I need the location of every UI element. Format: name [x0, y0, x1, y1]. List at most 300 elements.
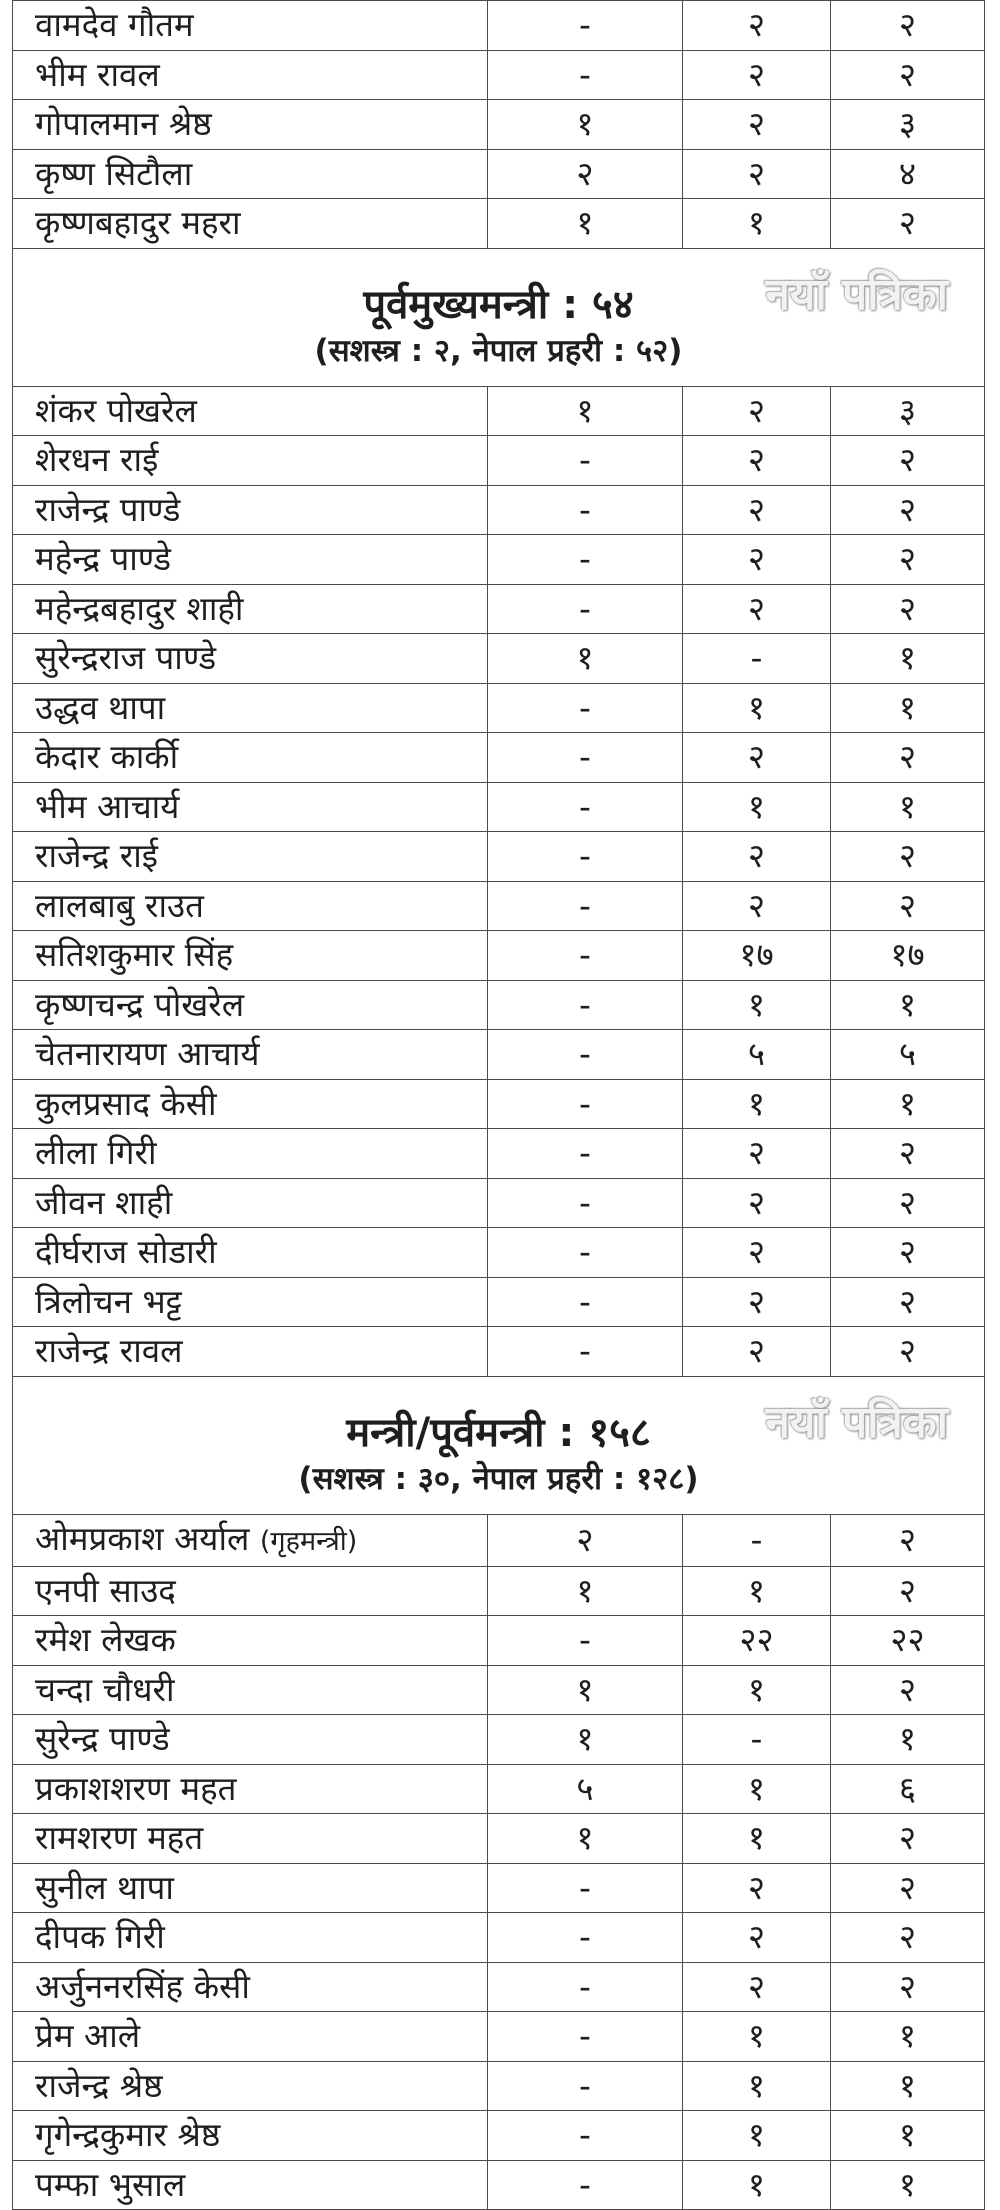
person-name: लालबाबु राउत: [35, 885, 204, 925]
count-cell-armed: [488, 931, 683, 981]
count-value: १: [576, 390, 594, 430]
count-cell-total: [831, 1913, 985, 1963]
table-row: [13, 1566, 985, 1616]
count-value: -: [579, 1867, 591, 1907]
count-cell-total: [831, 881, 985, 931]
table-row: [13, 634, 985, 684]
count-value: २: [747, 1281, 766, 1321]
count-cell-total: [831, 1665, 985, 1715]
person-name-cell: [13, 881, 488, 931]
count-cell-police: [683, 881, 831, 931]
count-value: -: [750, 1719, 763, 1759]
count-cell-police: [683, 1913, 831, 1963]
person-name-cell: [13, 2061, 488, 2111]
count-cell-armed: [488, 1, 683, 51]
person-name: प्रकाशशरण महत: [35, 1768, 237, 1808]
count-cell-police: [683, 100, 831, 150]
person-name-cell: [13, 980, 488, 1030]
count-value: -: [579, 687, 591, 727]
count-cell-armed: [488, 832, 683, 882]
count-value: २: [747, 1182, 766, 1222]
count-cell-armed: [488, 2111, 683, 2161]
count-cell-total: [831, 733, 985, 783]
count-cell-total: [831, 1814, 985, 1864]
count-cell-total: [831, 1030, 985, 1080]
count-value: २: [576, 1520, 594, 1559]
count-value: १: [747, 2164, 766, 2204]
count-cell-police: [683, 1, 831, 51]
person-name-cell: [13, 584, 488, 634]
count-cell-police: [683, 832, 831, 882]
count-cell-police: [683, 1228, 831, 1278]
person-name: कुलप्रसाद केसी: [35, 1083, 217, 1123]
count-cell-police: [683, 1514, 831, 1566]
count-value: २: [898, 1133, 917, 1173]
count-cell-armed: [488, 1814, 683, 1864]
count-value: २: [747, 1133, 766, 1173]
person-name-cell: [13, 1764, 488, 1814]
count-cell-police: [683, 386, 831, 436]
person-name: भीम रावल: [35, 54, 160, 94]
count-cell-police: [683, 2160, 831, 2210]
person-name-cell: [13, 782, 488, 832]
count-cell-armed: [488, 1715, 683, 1765]
count-value: -: [579, 1232, 591, 1272]
count-value: १: [576, 638, 594, 678]
count-cell-armed: [488, 386, 683, 436]
person-name: ओमप्रकाश अर्याल: [35, 1518, 250, 1558]
count-value: १: [747, 1083, 766, 1123]
count-value: २: [747, 440, 766, 480]
count-value: ३: [898, 390, 917, 430]
person-name-cell: [13, 1178, 488, 1228]
count-value: २: [747, 489, 766, 529]
person-name: सुरेन्द्रराज पाण्डे: [35, 638, 217, 678]
count-value: ३: [898, 104, 917, 144]
table-row: [13, 1814, 985, 1864]
person-name: जीवन शाही: [35, 1182, 173, 1222]
count-value: १: [898, 1719, 917, 1759]
count-value: २: [898, 440, 917, 480]
count-value: -: [579, 737, 591, 777]
count-cell-police: [683, 733, 831, 783]
count-cell-police: [683, 1327, 831, 1377]
count-value: -: [579, 1182, 591, 1222]
count-cell-armed: [488, 634, 683, 684]
count-value: २: [898, 1966, 917, 2006]
person-name-cell: [13, 199, 488, 249]
count-cell-police: [683, 535, 831, 585]
count-cell-total: [831, 2160, 985, 2210]
person-name-cell: [13, 2111, 488, 2161]
count-value: १: [747, 1570, 766, 1610]
count-value: १: [747, 2016, 766, 2056]
count-value: -: [579, 1281, 591, 1321]
section-title: मन्त्री/पूर्वमन्त्री : १५८: [346, 1410, 651, 1456]
count-cell-police: [683, 683, 831, 733]
count-cell-total: [831, 782, 985, 832]
count-value: २: [576, 153, 594, 193]
person-name: गृगेन्द्रकुमार श्रेष्ठ: [35, 2115, 221, 2155]
person-name-cell: [13, 1030, 488, 1080]
count-value: १: [898, 786, 917, 826]
table-row: [13, 733, 985, 783]
person-name-cell: [13, 1913, 488, 1963]
count-cell-armed: [488, 584, 683, 634]
count-value: २: [898, 588, 917, 628]
count-cell-total: [831, 584, 985, 634]
person-name-cell: [13, 1814, 488, 1864]
count-value: -: [579, 489, 591, 529]
table-row: [13, 881, 985, 931]
count-cell-police: [683, 931, 831, 981]
count-cell-armed: [488, 50, 683, 100]
section-1-body: [13, 1, 985, 249]
count-cell-police: [683, 1616, 831, 1666]
count-cell-total: [831, 535, 985, 585]
count-value: -: [579, 2115, 591, 2155]
person-name: त्रिलोचन भट्ट: [35, 1281, 182, 1321]
person-name-cell: [13, 149, 488, 199]
person-name: अर्जुननरसिंह केसी: [35, 1966, 250, 2006]
count-value: -: [579, 588, 591, 628]
role-note: (गृहमन्त्री): [259, 1525, 358, 1557]
count-value: १७: [739, 935, 774, 975]
count-cell-total: [831, 1129, 985, 1179]
count-cell-armed: [488, 1030, 683, 1080]
person-name: दीपक गिरी: [35, 1917, 165, 1957]
count-cell-total: [831, 1715, 985, 1765]
count-value: -: [750, 1520, 763, 1559]
count-cell-armed: [488, 1616, 683, 1666]
security-allocation-sheet: [12, 0, 984, 2210]
count-value: -: [579, 1331, 591, 1371]
count-value: २: [898, 1182, 917, 1222]
person-name: वामदेव गौतम: [35, 5, 194, 45]
count-cell-armed: [488, 199, 683, 249]
count-value: १: [747, 786, 766, 826]
person-name-cell: [13, 1665, 488, 1715]
person-name-cell: [13, 2160, 488, 2210]
person-name-cell: [13, 1962, 488, 2012]
count-value: २: [898, 1520, 917, 1559]
count-cell-armed: [488, 683, 683, 733]
count-cell-total: [831, 1178, 985, 1228]
person-name-cell: [13, 1514, 488, 1566]
table-row: [13, 149, 985, 199]
table-row: [13, 2160, 985, 2210]
count-value: २: [747, 885, 766, 925]
person-name: राजेन्द्र राई: [35, 836, 158, 876]
person-name: सुनील थापा: [35, 1867, 174, 1907]
person-name: रमेश लेखक: [35, 1620, 176, 1660]
count-value: २: [898, 489, 917, 529]
person-name-cell: [13, 683, 488, 733]
count-cell-total: [831, 1, 985, 51]
count-value: २: [747, 390, 766, 430]
person-name: महेन्द्रबहादुर शाही: [35, 588, 244, 628]
count-value: -: [579, 1083, 591, 1123]
table-row: [13, 1764, 985, 1814]
count-cell-police: [683, 436, 831, 486]
count-value: १: [576, 1719, 594, 1759]
count-value: -: [579, 885, 591, 925]
count-cell-total: [831, 2061, 985, 2111]
count-cell-armed: [488, 1863, 683, 1913]
person-name: राजेन्द्र पाण्डे: [35, 489, 181, 529]
table-row: [13, 2012, 985, 2062]
count-value: -: [579, 786, 591, 826]
count-cell-armed: [488, 1277, 683, 1327]
count-cell-police: [683, 1764, 831, 1814]
count-value: २२: [739, 1620, 774, 1660]
count-value: -: [579, 935, 591, 975]
watermark-logo: नयाँ पत्रिका: [765, 268, 948, 320]
count-value: -: [579, 1620, 591, 1660]
table-row: [13, 584, 985, 634]
count-value: २: [747, 1232, 766, 1272]
count-cell-armed: [488, 149, 683, 199]
count-cell-armed: [488, 1327, 683, 1377]
count-cell-armed: [488, 1178, 683, 1228]
count-value: १: [576, 203, 594, 243]
count-value: २: [898, 1818, 917, 1858]
count-value: -: [579, 5, 591, 45]
count-value: १: [898, 687, 917, 727]
person-name-cell: [13, 1863, 488, 1913]
section-title: पूर्वमुख्यमन्त्री : ५४: [363, 282, 634, 328]
count-cell-armed: [488, 1566, 683, 1616]
count-value: १: [747, 2065, 766, 2105]
count-value: १: [898, 2065, 917, 2105]
count-value: १: [898, 638, 917, 678]
person-name-cell: [13, 485, 488, 535]
person-name-cell: [13, 832, 488, 882]
count-value: २: [898, 885, 917, 925]
count-cell-total: [831, 931, 985, 981]
count-cell-total: [831, 1228, 985, 1278]
person-name-cell: [13, 2012, 488, 2062]
count-value: १: [747, 2115, 766, 2155]
count-cell-armed: [488, 1764, 683, 1814]
person-name: राजेन्द्र श्रेष्ठ: [35, 2065, 163, 2105]
person-name: गोपालमान श्रेष्ठ: [35, 104, 212, 144]
person-name-cell: [13, 535, 488, 585]
count-value: १: [576, 1818, 594, 1858]
count-value: २: [898, 1331, 917, 1371]
count-value: १: [898, 1083, 917, 1123]
count-value: २: [747, 1917, 766, 1957]
count-value: १: [898, 2164, 917, 2204]
count-value: १: [898, 2115, 917, 2155]
table-row: [13, 485, 985, 535]
count-cell-police: [683, 2111, 831, 2161]
count-cell-total: [831, 100, 985, 150]
table-row: [13, 1228, 985, 1278]
count-value: १: [747, 1768, 766, 1808]
security-table: [12, 0, 985, 2210]
count-value: -: [579, 1966, 591, 2006]
person-name-cell: [13, 1129, 488, 1179]
table-row: [13, 386, 985, 436]
count-value: २: [898, 1917, 917, 1957]
count-cell-police: [683, 1178, 831, 1228]
person-name-cell: [13, 1277, 488, 1327]
count-cell-armed: [488, 535, 683, 585]
count-value: ४: [898, 153, 917, 193]
count-value: २: [747, 54, 766, 94]
count-cell-total: [831, 1327, 985, 1377]
count-cell-police: [683, 1665, 831, 1715]
count-value: २: [898, 737, 917, 777]
person-name: चन्दा चौधरी: [35, 1669, 175, 1709]
person-name: कृष्ण सिटौला: [35, 153, 193, 193]
table-row: [13, 1079, 985, 1129]
count-value: -: [579, 2016, 591, 2056]
person-name: शेरधन राई: [35, 440, 159, 480]
count-cell-total: [831, 436, 985, 486]
count-cell-total: [831, 149, 985, 199]
count-value: -: [579, 54, 591, 94]
person-name: पम्फा भुसाल: [35, 2164, 186, 2204]
person-name-cell: [13, 733, 488, 783]
count-cell-armed: [488, 2061, 683, 2111]
person-name: उद्धव थापा: [35, 687, 166, 727]
count-value: -: [579, 2164, 591, 2204]
table-row: [13, 2061, 985, 2111]
table-row: [13, 1277, 985, 1327]
count-cell-police: [683, 1863, 831, 1913]
count-cell-armed: [488, 2012, 683, 2062]
count-value: २: [898, 1232, 917, 1272]
count-cell-total: [831, 1079, 985, 1129]
section-subtitle: (सशस्त्र : ३०, नेपाल प्रहरी : १२८): [298, 1461, 699, 1497]
person-name-cell: [13, 100, 488, 150]
count-cell-armed: [488, 782, 683, 832]
count-cell-armed: [488, 1079, 683, 1129]
count-cell-police: [683, 584, 831, 634]
count-value: २: [747, 588, 766, 628]
section-2-body: [13, 386, 985, 1376]
person-name: केदार कार्की: [35, 737, 179, 777]
section-3-header: [13, 1376, 985, 1514]
table-row: [13, 931, 985, 981]
count-value: २: [747, 1966, 766, 2006]
count-value: २: [898, 1867, 917, 1907]
count-value: १७: [890, 935, 925, 975]
person-name: भीम आचार्य: [35, 786, 180, 826]
count-cell-total: [831, 683, 985, 733]
table-row: [13, 50, 985, 100]
table-row: [13, 1715, 985, 1765]
count-value: -: [579, 1917, 591, 1957]
person-name-cell: [13, 1, 488, 51]
person-name-cell: [13, 931, 488, 981]
count-cell-police: [683, 1277, 831, 1327]
person-name: एनपी साउद: [35, 1570, 176, 1610]
count-value: -: [579, 2065, 591, 2105]
count-value: २: [898, 1570, 917, 1610]
count-cell-police: [683, 149, 831, 199]
person-name: कृष्णचन्द्र पोखरेल: [35, 984, 245, 1024]
person-name-cell: [13, 634, 488, 684]
section-header-former-pm: [13, 248, 985, 386]
count-value: १: [747, 203, 766, 243]
count-value: -: [579, 440, 591, 480]
count-cell-police: [683, 1566, 831, 1616]
table-row: [13, 1327, 985, 1377]
person-name-cell: [13, 1327, 488, 1377]
count-cell-armed: [488, 980, 683, 1030]
table-row: [13, 683, 985, 733]
table-row: [13, 436, 985, 486]
table-row: [13, 1665, 985, 1715]
count-cell-armed: [488, 1514, 683, 1566]
count-value: २२: [890, 1620, 925, 1660]
count-cell-total: [831, 50, 985, 100]
count-cell-total: [831, 832, 985, 882]
table-row: [13, 1129, 985, 1179]
person-name-cell: [13, 1566, 488, 1616]
count-cell-police: [683, 1962, 831, 2012]
person-name: रामशरण महत: [35, 1818, 204, 1858]
count-cell-police: [683, 50, 831, 100]
table-row: [13, 1178, 985, 1228]
count-cell-police: [683, 782, 831, 832]
count-cell-armed: [488, 1129, 683, 1179]
count-value: १: [898, 984, 917, 1024]
person-name-cell: [13, 436, 488, 486]
person-name-cell: [13, 1079, 488, 1129]
table-row: [13, 1030, 985, 1080]
count-cell-police: [683, 199, 831, 249]
table-row: [13, 832, 985, 882]
count-value: १: [898, 2016, 917, 2056]
count-cell-total: [831, 1566, 985, 1616]
count-value: १: [576, 1669, 594, 1709]
person-name: कृष्णबहादुर महरा: [35, 203, 241, 243]
person-name: सुरेन्द्र पाण्डे: [35, 1719, 170, 1759]
person-name: लीला गिरी: [35, 1133, 157, 1173]
count-cell-total: [831, 485, 985, 535]
count-cell-total: [831, 2111, 985, 2161]
person-name: सतिशकुमार सिंह: [35, 935, 234, 975]
count-cell-armed: [488, 2160, 683, 2210]
count-cell-total: [831, 1764, 985, 1814]
count-value: २: [898, 5, 917, 45]
count-cell-police: [683, 980, 831, 1030]
person-name: दीर्घराज सोडारी: [35, 1232, 217, 1272]
table-row: [13, 1616, 985, 1666]
count-value: ५: [576, 1768, 594, 1808]
count-cell-total: [831, 386, 985, 436]
count-value: १: [576, 1570, 594, 1610]
count-cell-armed: [488, 881, 683, 931]
count-cell-armed: [488, 1913, 683, 1963]
table-row: [13, 199, 985, 249]
count-cell-total: [831, 1962, 985, 2012]
table-row: [13, 1514, 985, 1566]
count-value: -: [579, 984, 591, 1024]
count-cell-total: [831, 1277, 985, 1327]
count-value: २: [898, 836, 917, 876]
count-value: २: [898, 539, 917, 579]
table-row: [13, 100, 985, 150]
count-value: १: [747, 687, 766, 727]
count-value: २: [747, 1331, 766, 1371]
count-value: ५: [898, 1034, 917, 1074]
count-value: १: [747, 984, 766, 1024]
